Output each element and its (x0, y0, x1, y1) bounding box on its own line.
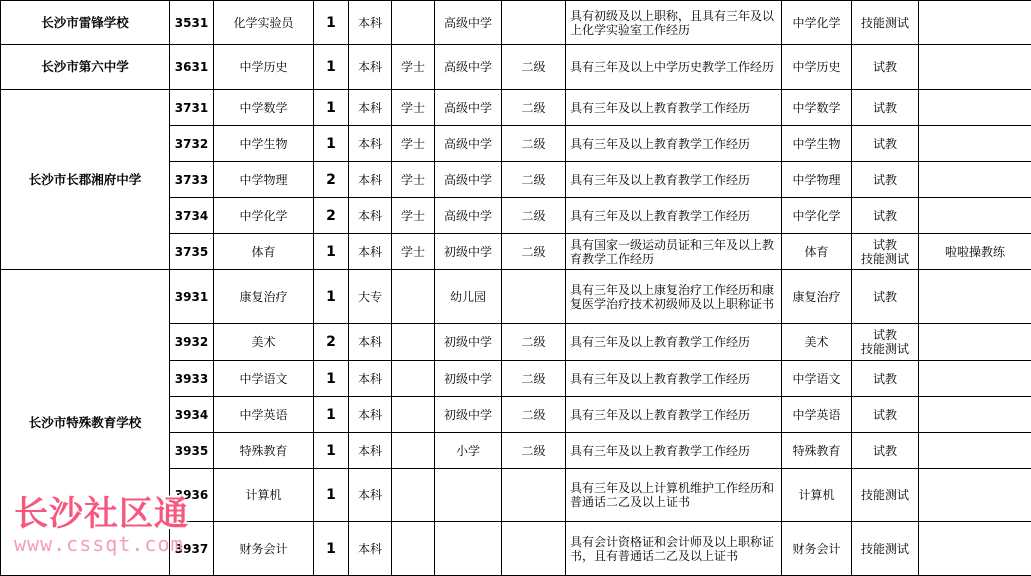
position-name-cell: 中学历史 (214, 45, 314, 90)
exam-method-cell: 试教 (852, 397, 919, 433)
title-level-cell: 二级 (502, 234, 566, 270)
hire-count-cell: 2 (314, 162, 349, 198)
position-code-cell: 3935 (170, 433, 214, 469)
position-name-cell: 中学化学 (214, 198, 314, 234)
title-level-cell: 二级 (502, 324, 566, 361)
position-name-cell: 康复治疗 (214, 270, 314, 324)
position-code-cell: 3733 (170, 162, 214, 198)
hire-count-cell: 1 (314, 469, 349, 522)
degree-cell (392, 270, 435, 324)
table-row (1, 270, 1031, 324)
position-code-cell: 3631 (170, 45, 214, 90)
school-level-cell: 高级中学 (435, 162, 502, 198)
requirements-cell: 具有三年及以上中学历史教学工作经历 (566, 45, 782, 90)
education-cell: 本科 (349, 433, 392, 469)
subject-cell: 特殊教育 (782, 433, 852, 469)
school-level-cell: 小学 (435, 433, 502, 469)
education-cell: 本科 (349, 45, 392, 90)
degree-cell: 学士 (392, 234, 435, 270)
note-cell (919, 1, 1031, 45)
note-cell (919, 361, 1031, 397)
education-cell: 大专 (349, 270, 392, 324)
degree-cell: 学士 (392, 126, 435, 162)
degree-cell (392, 469, 435, 522)
exam-method-cell: 技能测试 (852, 469, 919, 522)
position-code-cell: 3531 (170, 1, 214, 45)
school-level-cell: 初级中学 (435, 324, 502, 361)
exam-method-cell: 试教 技能测试 (852, 234, 919, 270)
education-cell: 本科 (349, 234, 392, 270)
position-code-cell: 3933 (170, 361, 214, 397)
degree-cell: 学士 (392, 90, 435, 126)
requirements-cell: 具有三年及以上教育教学工作经历 (566, 162, 782, 198)
position-code-cell: 3932 (170, 324, 214, 361)
position-code-cell: 3731 (170, 90, 214, 126)
position-name-cell: 财务会计 (214, 522, 314, 576)
hire-count-cell: 1 (314, 1, 349, 45)
position-code-cell: 3931 (170, 270, 214, 324)
education-cell: 本科 (349, 324, 392, 361)
requirements-cell: 具有三年及以上教育教学工作经历 (566, 90, 782, 126)
note-cell (919, 469, 1031, 522)
note-cell (919, 126, 1031, 162)
table-row (1, 45, 1031, 90)
subject-cell: 中学英语 (782, 397, 852, 433)
requirements-cell: 具有三年及以上康复治疗工作经历和康复医学治疗技术初级师及以上职称证书 (566, 270, 782, 324)
note-cell (919, 90, 1031, 126)
school-level-cell: 高级中学 (435, 1, 502, 45)
hire-count-cell: 1 (314, 397, 349, 433)
note-cell (919, 324, 1031, 361)
exam-method-cell: 试教 (852, 126, 919, 162)
position-name-cell: 体育 (214, 234, 314, 270)
requirements-cell: 具有三年及以上教育教学工作经历 (566, 198, 782, 234)
subject-cell: 中学数学 (782, 90, 852, 126)
exam-method-cell: 试教 技能测试 (852, 324, 919, 361)
school-level-cell (435, 469, 502, 522)
exam-method-cell: 试教 (852, 270, 919, 324)
hire-count-cell: 1 (314, 433, 349, 469)
requirements-cell: 具有三年及以上计算机维护工作经历和普通话二乙及以上证书 (566, 469, 782, 522)
school-level-cell: 高级中学 (435, 198, 502, 234)
degree-cell (392, 361, 435, 397)
degree-cell (392, 324, 435, 361)
requirements-cell: 具有三年及以上教育教学工作经历 (566, 433, 782, 469)
requirements-cell: 具有三年及以上教育教学工作经历 (566, 126, 782, 162)
title-level-cell: 二级 (502, 45, 566, 90)
school-level-cell: 高级中学 (435, 126, 502, 162)
subject-cell: 中学历史 (782, 45, 852, 90)
education-cell: 本科 (349, 1, 392, 45)
exam-method-cell: 试教 (852, 361, 919, 397)
school-level-cell: 高级中学 (435, 45, 502, 90)
position-name-cell: 化学实验员 (214, 1, 314, 45)
watermark-url: www.cssqt.com (14, 532, 189, 556)
exam-method-cell: 试教 (852, 433, 919, 469)
position-code-cell: 3936 (170, 469, 214, 522)
degree-cell (392, 522, 435, 576)
note-cell (919, 522, 1031, 576)
subject-cell: 体育 (782, 234, 852, 270)
hire-count-cell: 1 (314, 522, 349, 576)
title-level-cell: 二级 (502, 433, 566, 469)
degree-cell (392, 1, 435, 45)
subject-cell: 康复治疗 (782, 270, 852, 324)
school-level-cell: 初级中学 (435, 361, 502, 397)
school-name-cell: 长沙市特殊教育学校 (1, 270, 170, 576)
hire-count-cell: 2 (314, 324, 349, 361)
position-code-cell: 3934 (170, 397, 214, 433)
exam-method-cell: 技能测试 (852, 522, 919, 576)
watermark-logo-text: 长沙社区通 (14, 496, 189, 532)
education-cell: 本科 (349, 397, 392, 433)
hire-count-cell: 2 (314, 198, 349, 234)
degree-cell (392, 433, 435, 469)
requirements-cell: 具有三年及以上教育教学工作经历 (566, 361, 782, 397)
education-cell: 本科 (349, 198, 392, 234)
title-level-cell: 二级 (502, 126, 566, 162)
position-name-cell: 中学物理 (214, 162, 314, 198)
position-code-cell: 3734 (170, 198, 214, 234)
education-cell: 本科 (349, 162, 392, 198)
degree-cell (392, 397, 435, 433)
table-row (1, 1, 1031, 45)
table-row (1, 90, 1031, 126)
exam-method-cell: 试教 (852, 90, 919, 126)
education-cell: 本科 (349, 361, 392, 397)
note-cell (919, 198, 1031, 234)
position-name-cell: 计算机 (214, 469, 314, 522)
requirements-cell: 具有国家一级运动员证和三年及以上教育教学工作经历 (566, 234, 782, 270)
subject-cell: 中学生物 (782, 126, 852, 162)
requirements-cell: 具有三年及以上教育教学工作经历 (566, 324, 782, 361)
school-level-cell: 幼儿园 (435, 270, 502, 324)
title-level-cell: 二级 (502, 397, 566, 433)
note-cell (919, 270, 1031, 324)
position-code-cell: 3732 (170, 126, 214, 162)
school-name-cell: 长沙市长郡湘府中学 (1, 90, 170, 270)
exam-method-cell: 试教 (852, 162, 919, 198)
school-name-cell: 长沙市第六中学 (1, 45, 170, 90)
title-level-cell (502, 469, 566, 522)
school-name-cell: 长沙市雷锋学校 (1, 1, 170, 45)
hire-count-cell: 1 (314, 90, 349, 126)
title-level-cell: 二级 (502, 198, 566, 234)
hire-count-cell: 1 (314, 270, 349, 324)
school-level-cell (435, 522, 502, 576)
title-level-cell: 二级 (502, 361, 566, 397)
subject-cell: 中学化学 (782, 1, 852, 45)
note-cell (919, 45, 1031, 90)
education-cell: 本科 (349, 126, 392, 162)
subject-cell: 中学语文 (782, 361, 852, 397)
education-cell: 本科 (349, 469, 392, 522)
school-level-cell: 高级中学 (435, 90, 502, 126)
degree-cell: 学士 (392, 45, 435, 90)
requirements-cell: 具有初级及以上职称，且具有三年及以上化学实验室工作经历 (566, 1, 782, 45)
requirements-cell: 具有三年及以上教育教学工作经历 (566, 397, 782, 433)
subject-cell: 美术 (782, 324, 852, 361)
education-cell: 本科 (349, 522, 392, 576)
position-name-cell: 特殊教育 (214, 433, 314, 469)
position-name-cell: 中学生物 (214, 126, 314, 162)
hire-count-cell: 1 (314, 126, 349, 162)
school-level-cell: 初级中学 (435, 397, 502, 433)
title-level-cell (502, 1, 566, 45)
school-level-cell: 初级中学 (435, 234, 502, 270)
position-code-cell: 3735 (170, 234, 214, 270)
position-code-cell: 3937 (170, 522, 214, 576)
subject-cell: 中学化学 (782, 198, 852, 234)
note-cell (919, 162, 1031, 198)
hire-count-cell: 1 (314, 45, 349, 90)
title-level-cell: 二级 (502, 90, 566, 126)
position-name-cell: 中学英语 (214, 397, 314, 433)
title-level-cell: 二级 (502, 162, 566, 198)
position-name-cell: 中学语文 (214, 361, 314, 397)
subject-cell: 财务会计 (782, 522, 852, 576)
hire-count-cell: 1 (314, 234, 349, 270)
degree-cell: 学士 (392, 198, 435, 234)
position-name-cell: 美术 (214, 324, 314, 361)
exam-method-cell: 试教 (852, 45, 919, 90)
subject-cell: 计算机 (782, 469, 852, 522)
title-level-cell (502, 270, 566, 324)
title-level-cell (502, 522, 566, 576)
exam-method-cell: 试教 (852, 198, 919, 234)
note-cell (919, 433, 1031, 469)
note-cell (919, 397, 1031, 433)
hire-count-cell: 1 (314, 361, 349, 397)
education-cell: 本科 (349, 90, 392, 126)
subject-cell: 中学物理 (782, 162, 852, 198)
exam-method-cell: 技能测试 (852, 1, 919, 45)
note-cell: 啦啦操教练 (919, 234, 1031, 270)
degree-cell: 学士 (392, 162, 435, 198)
position-name-cell: 中学数学 (214, 90, 314, 126)
requirements-cell: 具有会计资格证和会计师及以上职称证书，且有普通话二乙及以上证书 (566, 522, 782, 576)
